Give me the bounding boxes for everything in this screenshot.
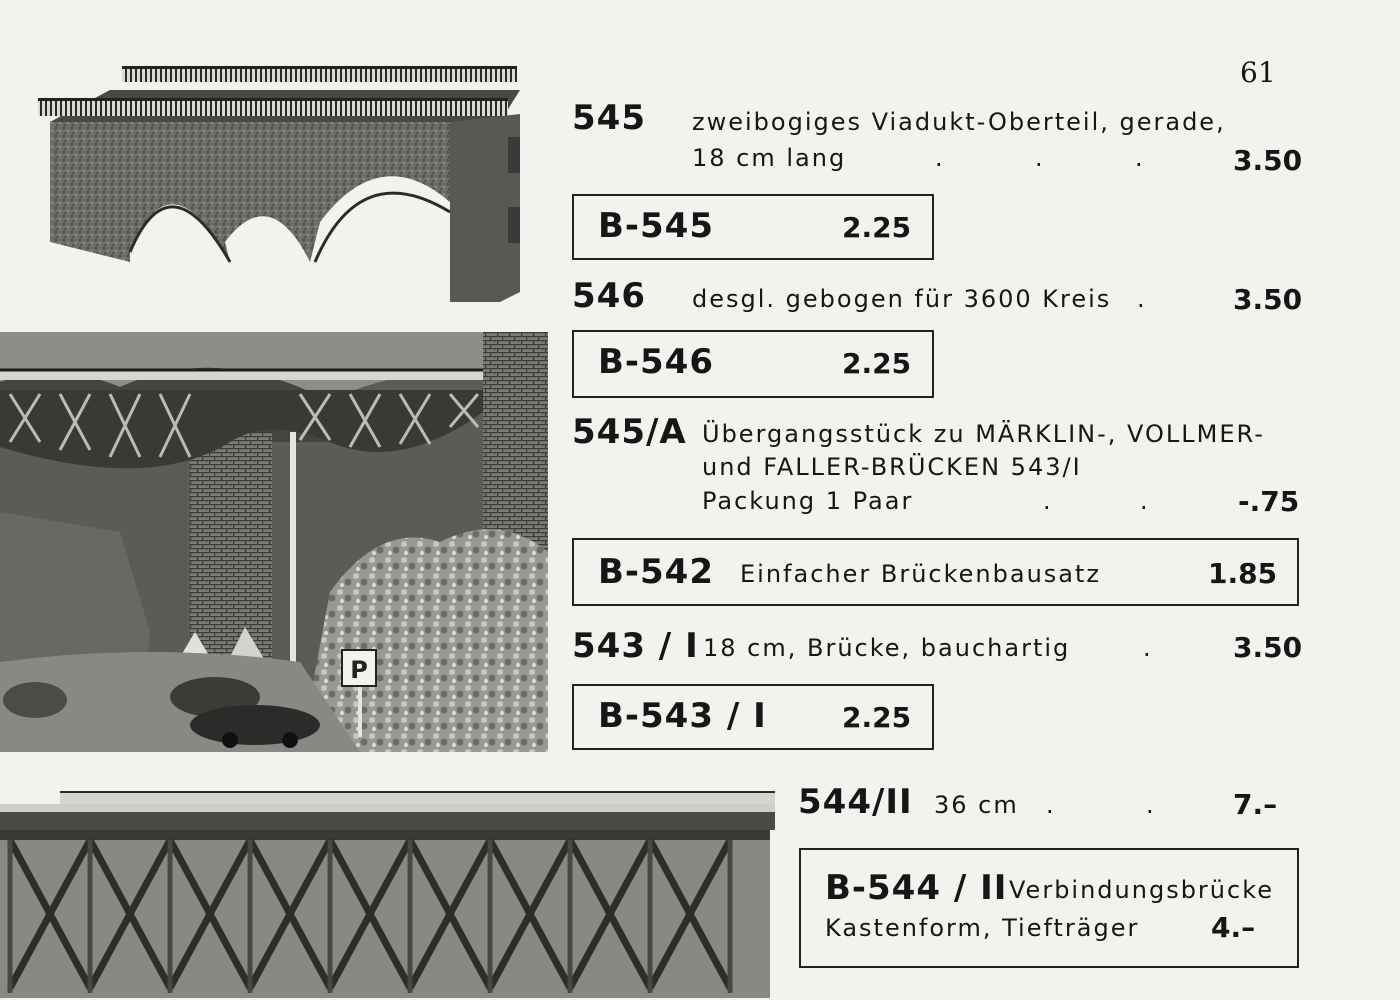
box-b-545-price: 2.25 bbox=[842, 211, 912, 244]
item-545a-desc-line1: Übergangsstück zu MÄRKLIN-, VOLLMER- bbox=[702, 420, 1265, 448]
box-b-544-ii-price: 4.– bbox=[1211, 911, 1256, 944]
leader-dot: . bbox=[1035, 144, 1043, 172]
box-b-544-ii-desc: Verbindungsbrücke bbox=[1009, 876, 1275, 904]
box-b-542-price: 1.85 bbox=[1208, 557, 1278, 590]
item-543-i-desc: 18 cm, Brücke, bauchartig bbox=[703, 634, 1071, 662]
box-b-544-ii-code: B-544 / II bbox=[825, 868, 1008, 908]
box-b-546 bbox=[572, 330, 934, 398]
item-543-i-price: 3.50 bbox=[1233, 631, 1303, 664]
box-b-543-i-code: B-543 / I bbox=[598, 696, 767, 736]
item-545-desc-line2: 18 cm lang bbox=[692, 144, 847, 172]
item-code-544-ii: 544/II bbox=[798, 782, 913, 822]
leader-dot: . bbox=[935, 144, 943, 172]
item-544-ii-price: 7.– bbox=[1233, 788, 1278, 821]
box-b-543-i bbox=[572, 684, 934, 750]
box-b-546-price: 2.25 bbox=[842, 347, 912, 380]
truss-bridge-diorama-photo bbox=[0, 332, 548, 752]
parking-sign-letter: P bbox=[350, 656, 368, 684]
box-b-542-code: B-542 bbox=[598, 552, 714, 592]
item-code-546: 546 bbox=[572, 276, 646, 316]
leader-dot: . bbox=[1046, 791, 1054, 819]
item-code-543-i: 543 / I bbox=[572, 626, 699, 666]
box-b-544-ii-desc2: Kastenform, Tiefträger bbox=[825, 914, 1140, 942]
item-546-price: 3.50 bbox=[1233, 283, 1303, 316]
long-truss-bridge-photo bbox=[0, 788, 780, 998]
leader-dot: . bbox=[1140, 487, 1148, 515]
item-546-desc: desgl. gebogen für 3600 Kreis bbox=[692, 285, 1112, 313]
item-code-545: 545 bbox=[572, 98, 646, 138]
item-545a-desc-line3: Packung 1 Paar bbox=[702, 487, 914, 515]
leader-dot: . bbox=[1135, 144, 1143, 172]
page-number: 61 bbox=[1240, 56, 1276, 89]
item-545-price: 3.50 bbox=[1233, 144, 1303, 177]
leader-dot: . bbox=[1137, 285, 1145, 313]
item-544-ii-desc: 36 cm bbox=[934, 791, 1019, 819]
box-b-545 bbox=[572, 194, 934, 260]
box-b-542-desc: Einfacher Brückenbausatz bbox=[740, 560, 1101, 588]
leader-dot: . bbox=[1143, 634, 1151, 662]
item-545a-price: -.75 bbox=[1238, 485, 1300, 518]
item-545a-desc-line2: und FALLER-BRÜCKEN 543/I bbox=[702, 453, 1082, 481]
box-b-546-code: B-546 bbox=[598, 342, 714, 382]
box-b-545-code: B-545 bbox=[598, 206, 714, 246]
box-b-542 bbox=[572, 538, 1299, 606]
leader-dot: . bbox=[1146, 791, 1154, 819]
box-b-544-ii bbox=[799, 848, 1299, 968]
box-b-543-i-price: 2.25 bbox=[842, 701, 912, 734]
leader-dot: . bbox=[1043, 487, 1051, 515]
item-545-desc-line1: zweibogiges Viadukt-Oberteil, gerade, bbox=[692, 108, 1226, 136]
stone-viaduct-photo bbox=[30, 62, 530, 307]
item-code-545a: 545/A bbox=[572, 412, 687, 452]
